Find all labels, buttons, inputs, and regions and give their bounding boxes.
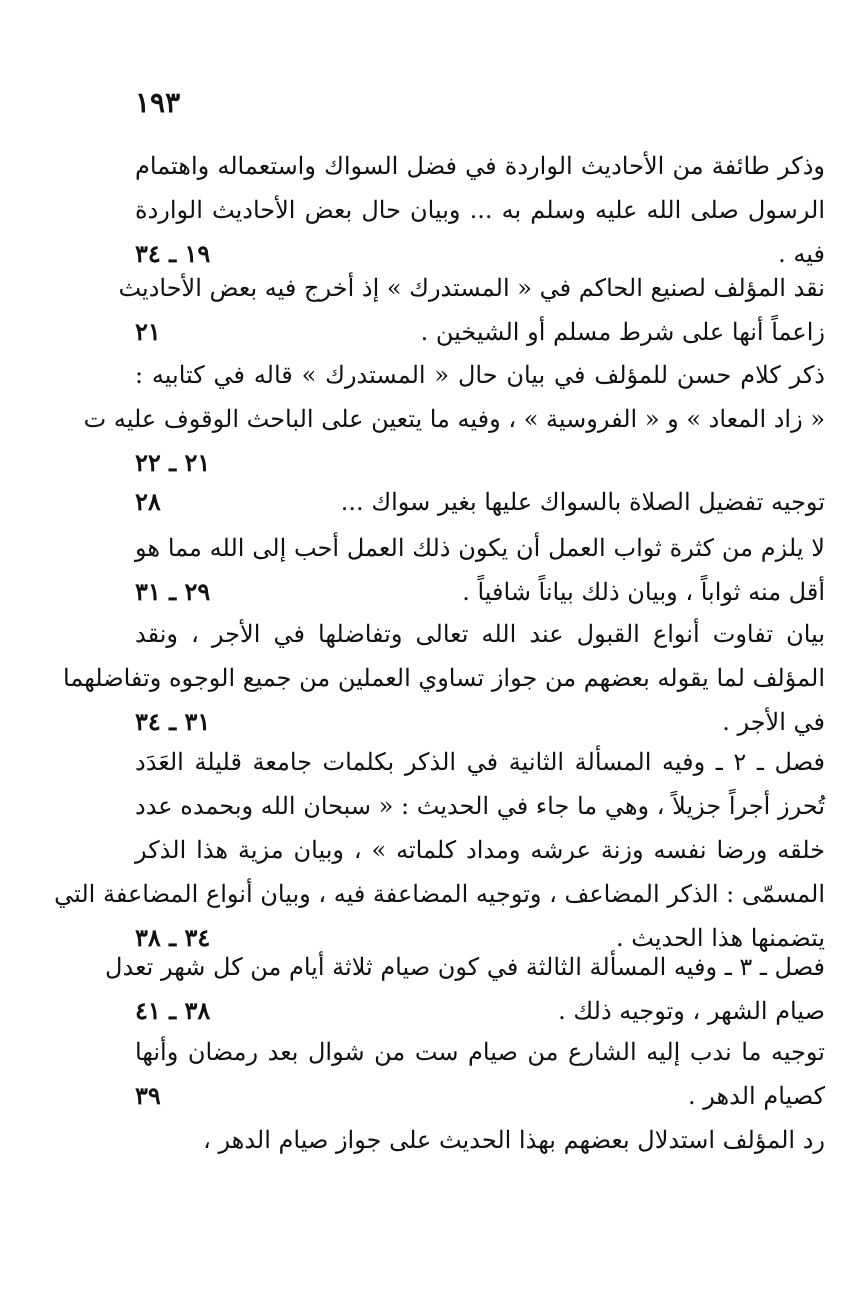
entry-text: في الأجر . [722,708,825,736]
entry-line [135,1074,825,1118]
page-reference: ٣٩ [135,1081,161,1110]
page-reference: ٢١ [135,317,161,346]
index-entry [135,1118,825,1162]
entry-line [135,480,825,524]
entry-line [135,310,825,354]
entry-text: فصل ـ ٣ ـ وفيه المسألة الثالثة في كون صيام ثلاثة أيام من كل شهر تعدل [105,953,825,981]
entry-text: تُحرز أجراً جزيلاً ، وهي ما جاء في الحديث : « سبحان الله وبحمده عدد [135,792,825,820]
index-entry [135,526,825,614]
entry-text: خلقه ورضا نفسه وزنة عرشه ومداد كلماته » ، وبيان مزية هذا الذكر [135,836,825,864]
entry-text: فيه . [778,240,825,268]
entry-line [105,945,825,989]
page-reference: ٢٩ ـ ٣١ [135,577,211,606]
page-reference: ٣٤ ـ ٣٨ [135,923,211,952]
page-reference: ٢١ ـ ٢٢ [135,448,211,477]
index-entry [135,1030,825,1118]
entry-text: توجيه ما ندب إليه الشارع من صيام ست من شوال بعد رمضان وأنها [135,1038,825,1066]
entry-line [135,700,825,744]
entry-line [135,1118,825,1162]
page-reference: ١٩ ـ ٣٤ [135,239,211,268]
entry-line [54,872,825,916]
entry-text: أقل منه ثواباً ، وبيان ذلك بياناً شافياً . [462,578,825,606]
entry-line [63,656,825,700]
page-number: ١٩٣ [135,86,181,119]
page-reference: ٣١ ـ ٣٤ [135,707,211,736]
entry-line [135,989,825,1033]
index-entry [54,740,825,960]
entry-line [83,397,825,441]
entry-line [135,828,825,872]
index-entry [63,612,825,744]
entry-text: كصيام الدهر . [687,1082,825,1110]
entry-line [118,266,825,310]
entry-text: صيام الشهر ، وتوجيه ذلك . [558,997,825,1025]
entry-line [135,441,825,485]
page-reference: ٢٨ [135,487,161,516]
entry-text: توجيه تفضيل الصلاة بالسواك عليها بغير سواك ... [340,488,825,516]
entry-line [135,144,825,188]
entry-text: ذكر كلام حسن للمؤلف في بيان حال « المستدرك » قاله في كتابيه : [135,361,825,389]
entry-text: المسمّى : الذكر المضاعف ، وتوجيه المضاعفة فيه ، وبيان أنواع المضاعفة التي [54,880,825,908]
entry-line [135,526,825,570]
entry-text: وذكر طائفة من الأحاديث الواردة في فضل السواك واستعماله واهتمام [135,152,825,180]
index-entry [118,266,825,354]
entry-text: زاعماً أنها على شرط مسلم أو الشيخين . [420,318,825,346]
entry-text: رد المؤلف استدلال بعضهم بهذا الحديث على جواز صيام الدهر ، [203,1126,825,1154]
index-entry [83,353,825,485]
entry-text: نقد المؤلف لصنيع الحاكم في « المستدرك » إذ أخرج فيه بعض الأحاديث [118,274,825,302]
entry-text: « زاد المعاد » و « الفروسية » ، وفيه ما يتعين على الباحث الوقوف عليه ت [83,405,825,433]
index-entry [135,144,825,276]
entry-text: المؤلف لما يقوله بعضهم من جواز تساوي العملين من جميع الوجوه وتفاضلهما [63,664,825,692]
entry-line [135,570,825,614]
entry-line [135,612,825,656]
index-entry [105,945,825,1033]
entry-line [135,784,825,828]
page-reference: ٣٨ ـ ٤١ [135,996,211,1025]
entry-text: يتضمنها هذا الحديث . [616,924,825,952]
index-entry [135,480,825,524]
entry-line [135,353,825,397]
entry-text: الرسول صلى الله عليه وسلم به ... وبيان حال بعض الأحاديث الواردة [135,196,825,224]
entry-text: لا يلزم من كثرة ثواب العمل أن يكون ذلك العمل أحب إلى الله مما هو [135,534,825,562]
entry-text: بيان تفاوت أنواع القبول عند الله تعالى وتفاضلها في الأجر ، ونقد [135,620,825,648]
entry-line [135,188,825,232]
entry-line [135,1030,825,1074]
entry-text: فصل ـ ٢ ـ وفيه المسألة الثانية في الذكر بكلمات جامعة قليلة العَدَد [135,748,825,776]
entry-line [135,740,825,784]
